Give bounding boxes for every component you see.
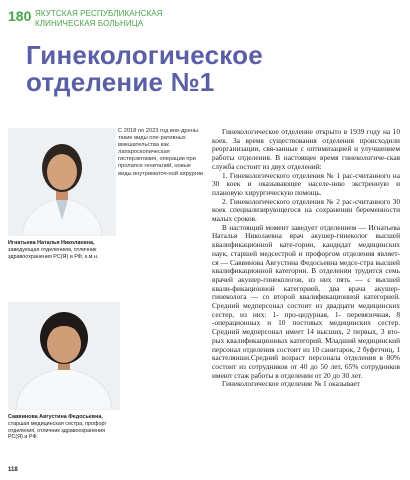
page-number: 118	[8, 467, 18, 473]
hospital-name	[35, 9, 235, 29]
hospital-logo-icon	[8, 8, 32, 24]
photo-caption	[8, 414, 120, 441]
logo-number: 180	[8, 8, 32, 24]
caption-name: Игнатьева Наталья Николаевна,	[8, 240, 95, 246]
person-photo-icon	[8, 302, 120, 410]
page-header	[8, 8, 308, 30]
title-line2: отделение №1	[26, 67, 215, 97]
paragraph: 2. Гинекологического отделения № 2 рас-считанного 30 коек специализирующегося на сохранении беременности малых сроков.	[212, 196, 400, 224]
caption-name: Саввинова Августина Федосьевна,	[8, 414, 103, 420]
hospital-name-line2: КЛИНИЧЕСКАЯ БОЛЬНИЦА	[35, 19, 144, 28]
photo-caption	[8, 240, 116, 260]
caption-role: старшая медицинская сестра, профорг отделения, отличник здравоохранения РС(Я) и РФ.	[8, 420, 107, 441]
person-photo-icon	[8, 128, 116, 236]
photo-head-of-department	[8, 128, 116, 236]
caption-role: заведующая отделением, отличник здравоохранения РС(Я) и РФ, к.м.н.	[8, 246, 99, 260]
photo-head-nurse	[8, 302, 120, 410]
paragraph: 1. Гинекологического отделения № 1 рас-считанного на 30 коек и оказывающее населе-нию экстренную и плановую хирургическую помощь.	[212, 170, 400, 197]
side-note: С 2018 по 2023 год вне-дрены такие виды опе-ративных вмешательства как лапароскопическая гистерэктомия, операции при пролапсе гениталий, новые виды внутриматоч-ной хирургии	[118, 128, 204, 177]
paragraph: Гинекологическое отделение открыто в 1939 году на 10 коек. За время существования отделения происходили реорганизации, свя-занные с оптимизацией и улучшением работы отделения. В настоящее время гинекологиче-ская служба состоит из двух отделений:	[212, 127, 400, 171]
page-title	[26, 42, 263, 96]
paragraph: Гинекологическое отделение № 1 оказывает	[222, 379, 360, 389]
hospital-name-line1: ЯКУТСКАЯ РЕСПУБЛИКАНСКАЯ	[35, 9, 163, 18]
title-line1: Гинекологическое	[26, 40, 263, 70]
article-body	[212, 128, 400, 389]
paragraph: В настоящий момент заведует отделением — Игнатьева Наталья Николаевна врач акушер-гинеколог высшей квалификационной кате-гории, кандидат медицинских наук, старшей медсестрой и профоргом отделения являет-ся — Саввинова Августина Федосьевна медсе-стра высшей квалификационной категории. В отделении трудится семь врачей акушер-гинекологов, из них пять — с высшей квали-фикационной категорией, два врача акушер-гинеколога — со второй квалификационной категорией. Средний медперсонал состоит из двадцати медицинских сестер, из них: 1- про-цедурная, 1- перевязочная, 8 -операционных и 10 постовых медицинских сестер. Средний медперсонал имеет 14 высших, 2 первых, 3 вто-рых квалификационных категорий. Младший медицинский персонал отделения состоит из 10 санитарок, 2 буфетчиц, 1 кастелянши.Средний возраст персонала отделения в 80% состоит из сотрудников от 40 до 50 лет, 65% сотрудников имеют стаж работы в отделении от 20 до 30 лет.	[212, 222, 400, 380]
